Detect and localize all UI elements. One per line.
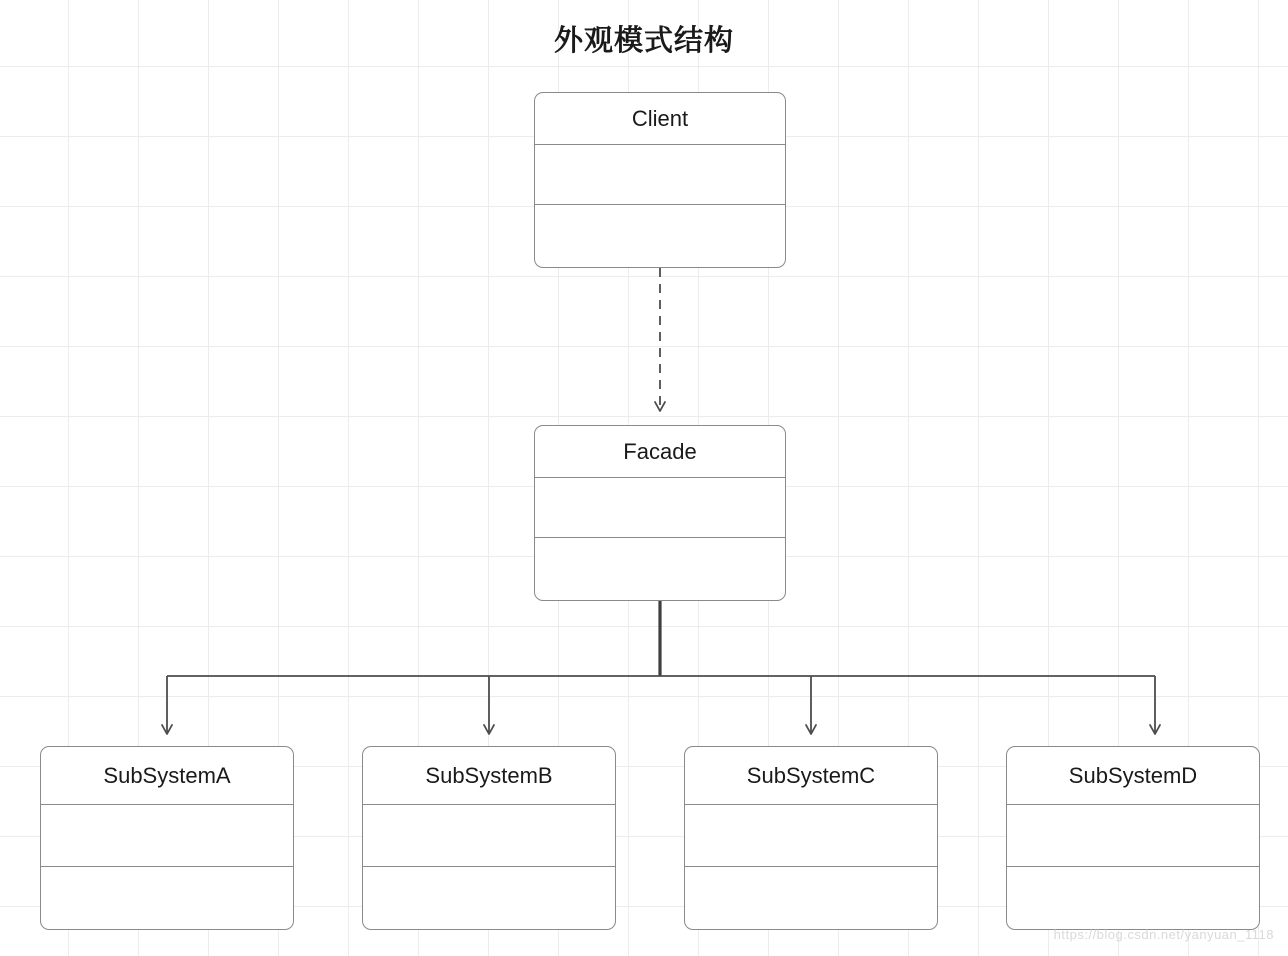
class-node-subsystemd-title: SubSystemD <box>1007 747 1259 805</box>
class-node-subsystemb[interactable] <box>362 746 616 930</box>
class-node-subsystemd-operations <box>1007 867 1259 929</box>
class-node-subsystemd[interactable] <box>1006 746 1260 930</box>
class-node-subsystema-operations <box>41 867 293 929</box>
class-node-subsystemc[interactable] <box>684 746 938 930</box>
class-node-facade[interactable] <box>534 425 786 601</box>
class-node-subsystemc-title: SubSystemC <box>685 747 937 805</box>
class-node-subsystemd-attributes <box>1007 805 1259 867</box>
class-node-subsystemc-attributes <box>685 805 937 867</box>
class-node-client-operations <box>535 205 785 267</box>
class-node-subsystemc-operations <box>685 867 937 929</box>
class-node-facade-title: Facade <box>535 426 785 478</box>
class-node-subsystemb-attributes <box>363 805 615 867</box>
class-node-facade-operations <box>535 538 785 600</box>
class-node-client-title: Client <box>535 93 785 145</box>
class-node-facade-attributes <box>535 478 785 538</box>
diagram-title: 外观模式结构 <box>553 25 734 57</box>
class-node-subsystemb-operations <box>363 867 615 929</box>
watermark: https://blog.csdn.net/yanyuan_1118 <box>1053 927 1274 942</box>
class-node-subsystema-attributes <box>41 805 293 867</box>
class-node-client[interactable] <box>534 92 786 268</box>
class-node-subsystemb-title: SubSystemB <box>363 747 615 805</box>
class-node-client-attributes <box>535 145 785 205</box>
class-node-subsystema-title: SubSystemA <box>41 747 293 805</box>
class-node-subsystema[interactable] <box>40 746 294 930</box>
